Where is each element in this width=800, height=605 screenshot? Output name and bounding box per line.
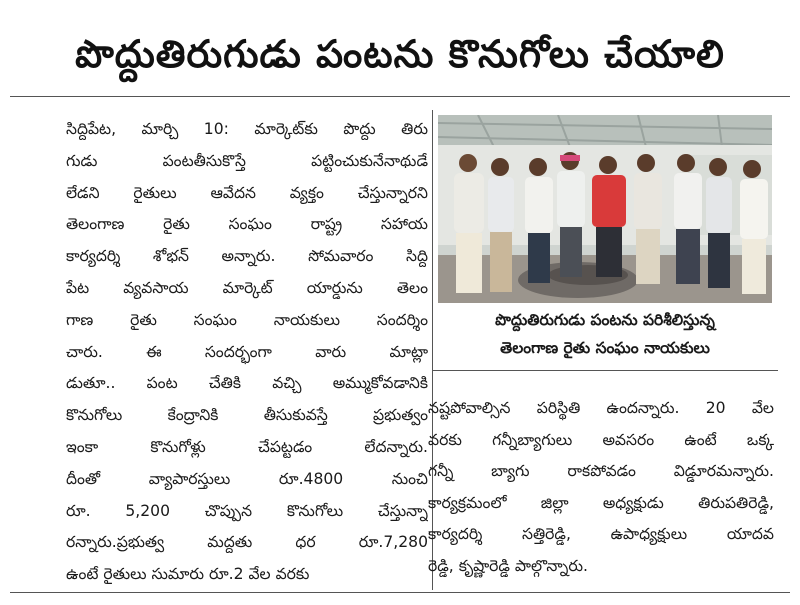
- bottom-rule: [10, 592, 790, 593]
- caption-line: తెలంగాణ రైతు సంఘం నాయకులు: [500, 339, 710, 357]
- article-line: తెలంగాణ రైతు సంఘం రాష్ట్ర సహాయ: [66, 215, 428, 234]
- article-line: పేట వ్యవసాయ మార్కెట్ యార్డును తెలం: [66, 278, 428, 297]
- article-line: లేడని రైతులు ఆవేదన వ్యక్తం చేస్తున్నారని: [66, 183, 428, 202]
- article-line: గన్నీ బ్యాగు రాకపోవడం విడ్డూరమన్నారు.: [428, 462, 774, 481]
- article-line: ఉంటే రైతులు సుమారు రూ.2 వేల వరకు: [66, 565, 310, 584]
- article-line: సిద్దిపేట, మార్చి 10: మార్కెట్‌కు పొద్దు తిరు: [66, 120, 428, 138]
- article-right-column: [428, 393, 774, 583]
- article-line: కార్యదర్శి సత్తిరెడ్డి, ఉపాధ్యక్షులు యాదవ: [428, 525, 774, 544]
- article-left-column: [66, 114, 428, 591]
- headline: పొద్దుతిరుగుడు పంటను కొనుగోలు చేయాలి: [75, 32, 725, 76]
- article-line: రన్నారు.ప్రభుత్వ మద్దతు ధర రూ.7,280: [66, 533, 428, 552]
- article-line: నష్టపోవాల్సిన పరిస్థితి ఉందన్నారు. 20 వేల: [428, 399, 774, 417]
- article-line: రూ. 5,200 చొప్పున కొనుగోలు చేస్తున్నా: [66, 501, 428, 520]
- article-line: కార్యక్రమంలో జిల్లా అధ్యక్షుడు తిరుపతిరెడ్డి,: [428, 493, 774, 512]
- article-line: గుడు పంటతీసుకొస్తే పట్టించుకునేనాథుడే: [66, 151, 428, 170]
- article-line: కొనుగోలు కేంద్రానికి తీసుకువస్తే ప్రభుత్వం: [66, 406, 428, 425]
- article-line: రెడ్డి, కృష్ణారెడ్డి పాల్గొన్నారు.: [428, 556, 588, 575]
- article-line: చారు. ఈ సందర్భంగా వారు మాట్లా: [66, 342, 428, 361]
- photo-caption: [438, 306, 772, 362]
- article-line: డుతూ.. పంట చేతికి వచ్చి అమ్ముకోవడానికి: [66, 374, 428, 393]
- article-line: దీంతో వ్యాపారస్తులు రూ.4800 నుంచి: [66, 469, 428, 488]
- caption-line: పొద్దుతిరుగుడు పంటను పరిశీలిస్తున్న: [495, 311, 715, 329]
- headline-rule: [10, 96, 790, 97]
- article-line: వరకు గన్నీబ్యాగులు అవసరం ఉంటే ఒక్క: [428, 430, 774, 449]
- news-photo: [438, 115, 772, 303]
- article-line: ఇంకా కొనుగోళ్లు చేపట్టడం లేదన్నారు.: [66, 437, 428, 456]
- caption-rule: [432, 370, 778, 371]
- article-line: కార్యదర్శి శోభన్ అన్నారు. సోమవారం సిద్ది: [66, 247, 428, 266]
- article-line: గాణ రైతు సంఘం నాయకులు సందర్శిం: [66, 310, 428, 329]
